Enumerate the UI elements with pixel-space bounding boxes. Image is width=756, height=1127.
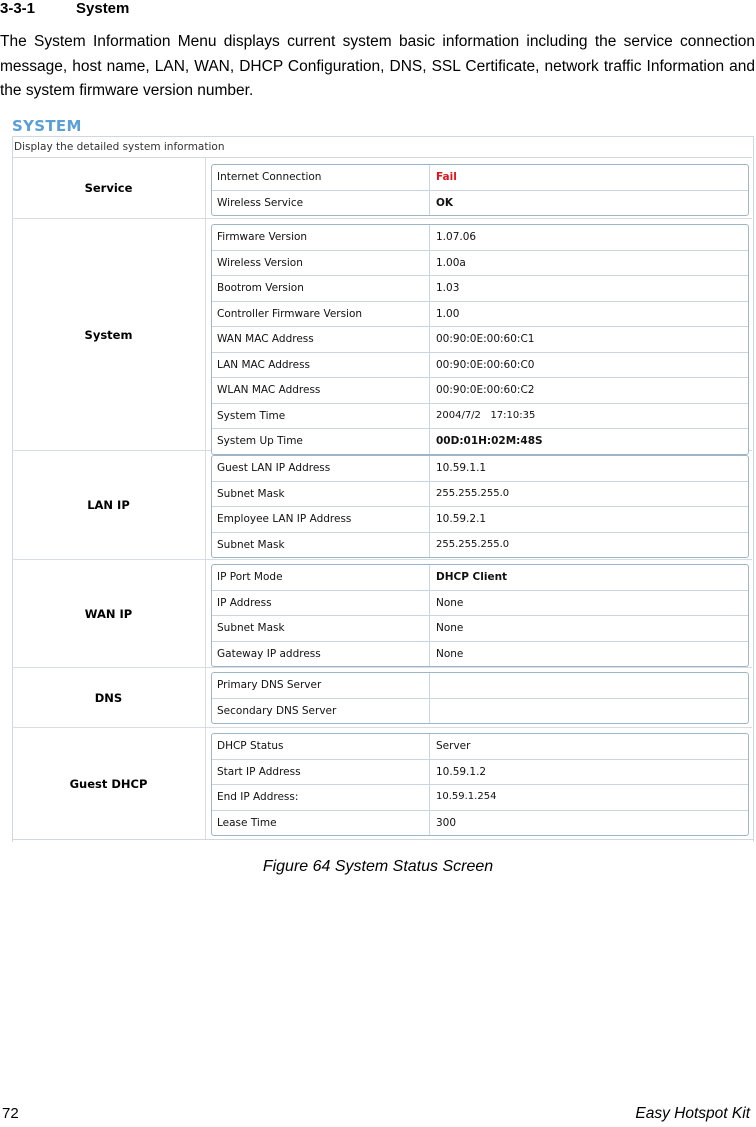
divider [205,451,206,559]
table-row [212,456,748,482]
row-value [430,699,748,724]
row-key: WLAN MAC Address [212,378,430,403]
row-key: Wireless Version [212,251,430,276]
table-row [212,302,748,328]
row-key: Wireless Service [212,191,430,216]
row-key: Firmware Version [212,225,430,250]
table-row [212,165,748,191]
row-value: DHCP Client [436,571,508,583]
section-number: 3-3-1 [0,0,36,17]
row-value: 300 [436,816,457,829]
row-key: Secondary DNS Server [212,699,430,724]
row-key: Bootrom Version [212,276,430,301]
row-value: 255.255.255.0 [436,538,510,550]
row-key: System Up Time [212,429,430,454]
section-label: LAN IP [87,498,130,512]
table-row [212,378,748,404]
row-value: None [436,622,464,634]
table-row [212,760,748,786]
table-row [212,533,748,558]
table-row [212,353,748,379]
table-row [212,699,748,724]
row-value: 10.59.2.1 [436,513,487,525]
row-key: Controller Firmware Version [212,302,430,327]
section-wan-ip [12,560,752,668]
table-row [212,811,748,836]
divider [205,560,206,667]
divider [205,668,206,727]
row-key: WAN MAC Address [212,327,430,352]
section-label: Service [84,181,133,195]
table-row [212,251,748,277]
divider [12,839,754,840]
divider [205,219,206,450]
row-value: 00:90:0E:00:60:C0 [436,358,535,371]
row-key: IP Port Mode [212,565,430,590]
section-system [12,219,752,451]
row-value: 10.59.1.254 [436,791,497,802]
row-value: 2004/7/2 17:10:35 [436,409,536,421]
page-number: 72 [2,1105,19,1122]
row-value: None [436,647,464,660]
intro-paragraph: The System Information Menu displays current system basic information including the service connection message, host name, LAN, WAN, DHCP Configuration, DNS, SSL Certificate, network traffic Information and the system firmware version number. [0,33,755,99]
row-key: Guest LAN IP Address [212,456,430,481]
section-service [12,158,752,219]
table-row [212,327,748,353]
row-value: 10.59.1.1 [436,462,487,474]
divider [205,158,206,218]
table-row [212,482,748,508]
info-table [211,224,749,455]
divider [205,728,206,839]
info-table [211,672,749,724]
row-key: Subnet Mask [212,533,430,558]
row-value: 00:90:0E:00:60:C2 [436,384,535,396]
row-key: DHCP Status [212,734,430,759]
section-guest-dhcp [12,728,752,839]
section-label: System [84,327,133,342]
section-title: System [76,0,130,17]
row-key: Internet Connection [212,165,430,190]
info-table [211,164,749,216]
row-value [430,673,748,698]
row-key: Start IP Address [212,760,430,785]
table-row [212,565,748,591]
table-row [212,507,748,533]
row-key: Gateway IP address [212,642,430,667]
info-table [211,455,749,558]
row-key: Primary DNS Server [212,673,430,698]
product-name: Easy Hotspot Kit [635,1105,750,1122]
row-value: 00:90:0E:00:60:C1 [436,333,535,345]
section-label: DNS [94,690,123,705]
row-key: LAN MAC Address [212,353,430,378]
row-value: 1.07.06 [436,231,477,243]
figure-caption: Figure 64 System Status Screen [262,858,494,875]
section-label: WAN IP [84,606,133,621]
row-value: 1.00a [436,256,466,269]
table-row [212,429,748,454]
table-row [212,734,748,760]
row-key: IP Address [212,591,430,616]
row-value: OK [436,196,454,209]
table-row [212,191,748,216]
info-table [211,733,749,836]
row-value: Server [436,740,471,752]
row-value: 255.255.255.0 [436,487,510,499]
row-key: Lease Time [212,811,430,836]
row-key: Employee LAN IP Address [212,507,430,532]
row-value: 10.59.1.2 [436,765,487,778]
section-lan-ip [12,451,752,560]
row-value: 00D:01H:02M:48S [436,435,543,447]
system-description: Display the detailed system information [14,141,225,153]
system-screenshot [12,117,754,841]
row-key: Subnet Mask [212,616,430,641]
table-row [212,616,748,642]
system-page-title: SYSTEM [12,117,82,135]
row-value: 1.00 [436,307,460,320]
section-dns [12,668,752,728]
section-label: Guest DHCP [69,776,148,791]
row-value: Fail [436,171,457,183]
table-row [212,642,748,667]
table-row [212,785,748,811]
table-row [212,276,748,302]
info-table [211,564,749,667]
table-row [212,404,748,430]
section-heading [0,0,129,17]
row-value: None [436,596,464,609]
row-key: Subnet Mask [212,482,430,507]
row-key: End IP Address: [212,785,430,810]
row-value: 1.03 [436,282,460,294]
table-row [212,673,748,699]
table-row [212,225,748,251]
row-key: System Time [212,404,430,429]
table-row [212,591,748,617]
